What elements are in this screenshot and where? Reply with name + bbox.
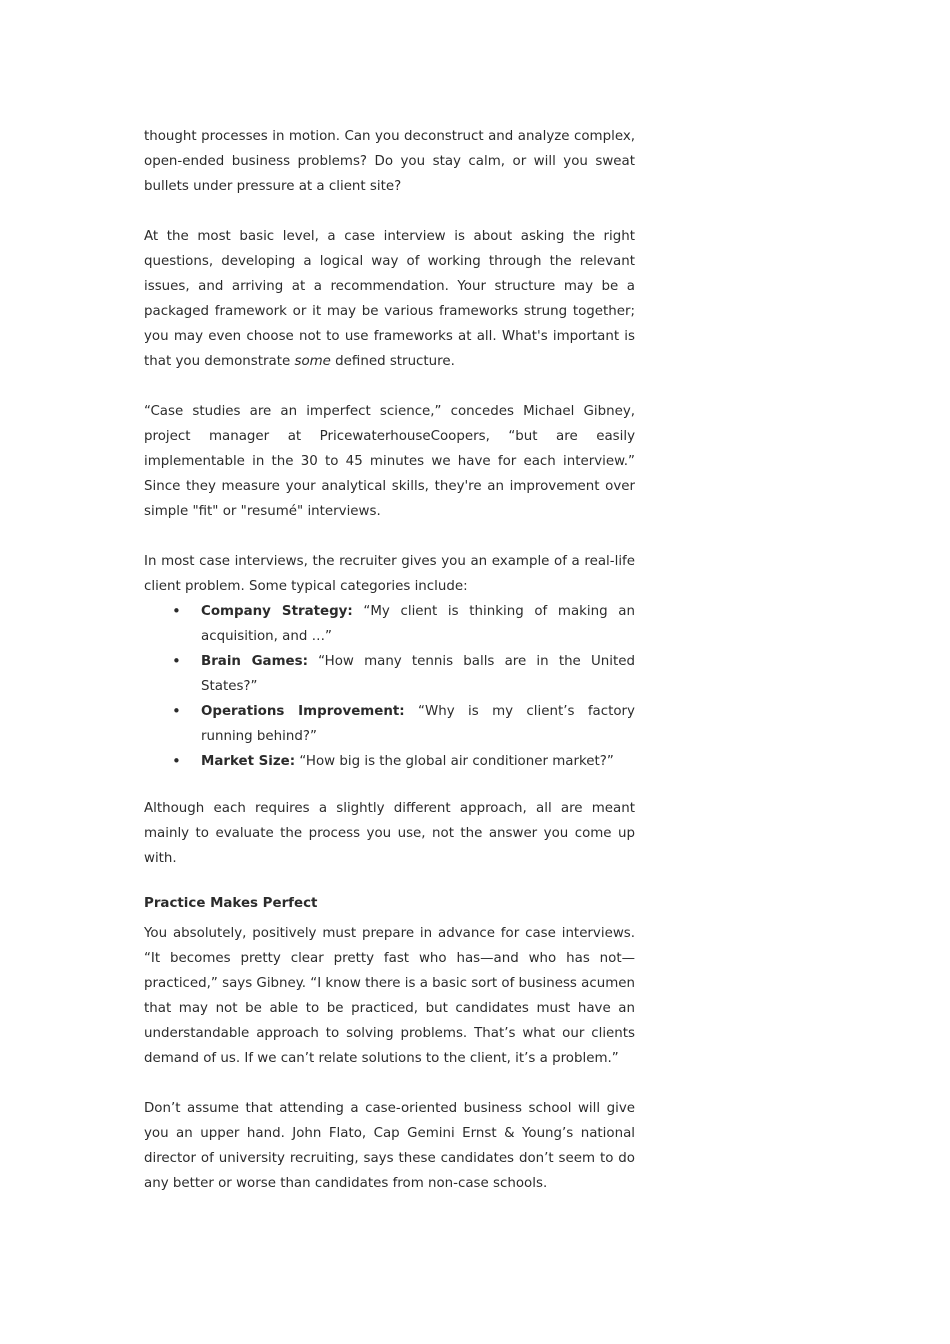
category-label: Operations Improvement:: [201, 704, 405, 719]
bullet-icon: •: [172, 702, 181, 720]
emphasis-some: some: [294, 354, 331, 369]
list-item: [144, 699, 635, 749]
list-item: [144, 749, 635, 774]
paragraph-practice: You absolutely, positively must prepare in advance for case interviews. “It becomes pretty clear pretty fast who has—and who has not—practiced,” says Gibney. “I know there is a basic sort of business acumen that may not be able to be practiced, but candidates must have an understandable approach to solving problems. That’s what our clients demand of us. If we can’t relate solutions to the client, it’s a problem.”: [144, 926, 635, 1066]
paragraph-basic-level-text: At the most basic level, a case interview is about asking the right questions, developing a logical way of working through the relevant issues, and arriving at a recommendation. Your structure may be a packaged framework or it may be various frameworks strung together; you may even choose not to use frameworks at all. What's important is that you demonstrate: [144, 229, 635, 369]
paragraph-intro: thought processes in motion. Can you deconstruct and analyze complex, open-ended business problems? Do you stay calm, or will you sweat bullets under pressure at a client site?: [144, 129, 635, 194]
category-label: Company Strategy:: [201, 604, 353, 619]
document-body: [144, 124, 635, 1196]
paragraph-basic-level-end: defined structure.: [330, 354, 455, 369]
bullet-icon: •: [172, 602, 181, 620]
bullet-icon: •: [172, 652, 181, 670]
list-item: [144, 599, 635, 649]
paragraph-business-school: Don’t assume that attending a case-oriented business school will give you an upper hand. John Flato, Cap Gemini Ernst & Young’s national director of university recruiting, says these candidates don’t seem to do any better or worse than candidates from non-case schools.: [144, 1101, 635, 1191]
category-label: Market Size:: [201, 754, 296, 769]
category-text: “How many tennis balls are in the United States?”: [201, 654, 635, 694]
category-text: “My client is thinking of making an acquisition, and …”: [201, 604, 635, 644]
section-heading: Practice Makes Perfect: [144, 896, 318, 911]
paragraph-approach: Although each requires a slightly different approach, all are meant mainly to evaluate the process you use, not the answer you come up with.: [144, 801, 635, 866]
category-list: [144, 599, 635, 774]
category-text: “How big is the global air conditioner market?”: [295, 754, 614, 769]
category-label: Brain Games:: [201, 654, 308, 669]
paragraph-basic-level: [144, 224, 635, 374]
paragraph-categories-intro: In most case interviews, the recruiter gives you an example of a real-life client problem. Some typical categories include:: [144, 554, 635, 594]
paragraph-gibney-quote: “Case studies are an imperfect science,” concedes Michael Gibney, project manager at PricewaterhouseCoopers, “but are easily implementable in the 30 to 45 minutes we have for each interview.” Since they measure your analytical skills, they're an improvement over simple "fit" or "resumé" interviews.: [144, 404, 635, 519]
category-text: “Why is my client’s factory running behind?”: [201, 704, 635, 744]
list-item: [144, 649, 635, 699]
bullet-icon: •: [172, 752, 181, 770]
